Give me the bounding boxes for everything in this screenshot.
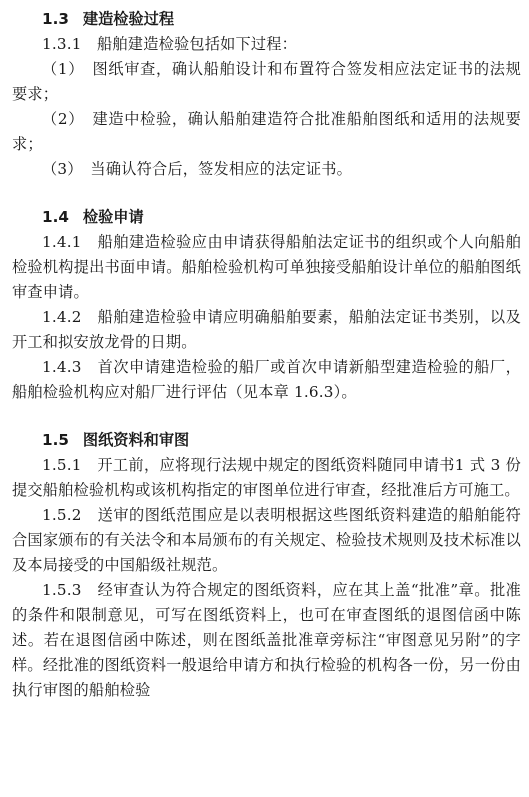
section-spacer <box>12 182 521 204</box>
paragraph-1-3-1-item-2: （2） 建造中检验，确认船舶建造符合批准船舶图纸和适用的法规要求； <box>12 110 521 153</box>
section-title: 建造检验过程 <box>82 10 175 28</box>
paragraph-1-4-3: 1.4.3 首次申请建造检验的船厂或首次申请新船型建造检验的船厂，船舶检验机构应对船厂进行评估（见本章 1.6.3）。 <box>12 358 521 401</box>
section-heading-1-3 <box>12 6 521 32</box>
section-title: 检验申请 <box>82 208 144 226</box>
paragraph-1-4-1: 1.4.1 船舶建造检验应由申请获得船舶法定证书的组织或个人向船舶检验机构提出书面申请。船舶检验机构可单独接受船舶设计单位的船舶图纸审查申请。 <box>12 233 521 301</box>
paragraph-1-3-1-item-1: （1） 图纸审查，确认船舶设计和布置符合签发相应法定证书的法规要求； <box>12 60 521 103</box>
section-number: 1.3 <box>42 10 69 28</box>
paragraph-1-5-2: 1.5.2 送审的图纸范围应是以表明根据这些图纸资料建造的船舶能符合国家颁布的有关法令和本局颁布的有关规定、检验技术规则及技术标准以及本局接受的中国船级社规范。 <box>12 506 521 574</box>
paragraph-1-5-3: 1.5.3 经审查认为符合规定的图纸资料，应在其上盖“批准”章。批准的条件和限制意见，可写在图纸资料上，也可在审查图纸的退图信函中陈述。若在退图信函中陈述，则在图纸盖批准章旁标注“审图意见另附”的字样。经批准的图纸资料一般退给申请方和执行检验的机构各一份，另一份由执行审图的船舶检验 <box>12 581 521 699</box>
paragraph-1-4-2: 1.4.2 船舶建造检验申请应明确船舶要素，船舶法定证书类别，以及开工和拟安放龙骨的日期。 <box>12 308 521 351</box>
section-heading-1-5 <box>12 427 521 453</box>
section-number: 1.5 <box>42 431 69 449</box>
section-spacer <box>12 405 521 427</box>
paragraph-1-3-1-item-3: （3） 当确认符合后，签发相应的法定证书。 <box>42 160 353 178</box>
paragraph-1-5-1: 1.5.1 开工前，应将现行法规中规定的图纸资料随同申请书1 式 3 份提交船舶检验机构或该机构指定的审图单位进行审查，经批准后方可施工。 <box>12 456 521 499</box>
paragraph-1-3-1: 1.3.1 船舶建造检验包括如下过程： <box>42 35 298 53</box>
section-number: 1.4 <box>42 208 69 226</box>
section-title: 图纸资料和审图 <box>82 431 190 449</box>
section-heading-1-4 <box>12 204 521 230</box>
